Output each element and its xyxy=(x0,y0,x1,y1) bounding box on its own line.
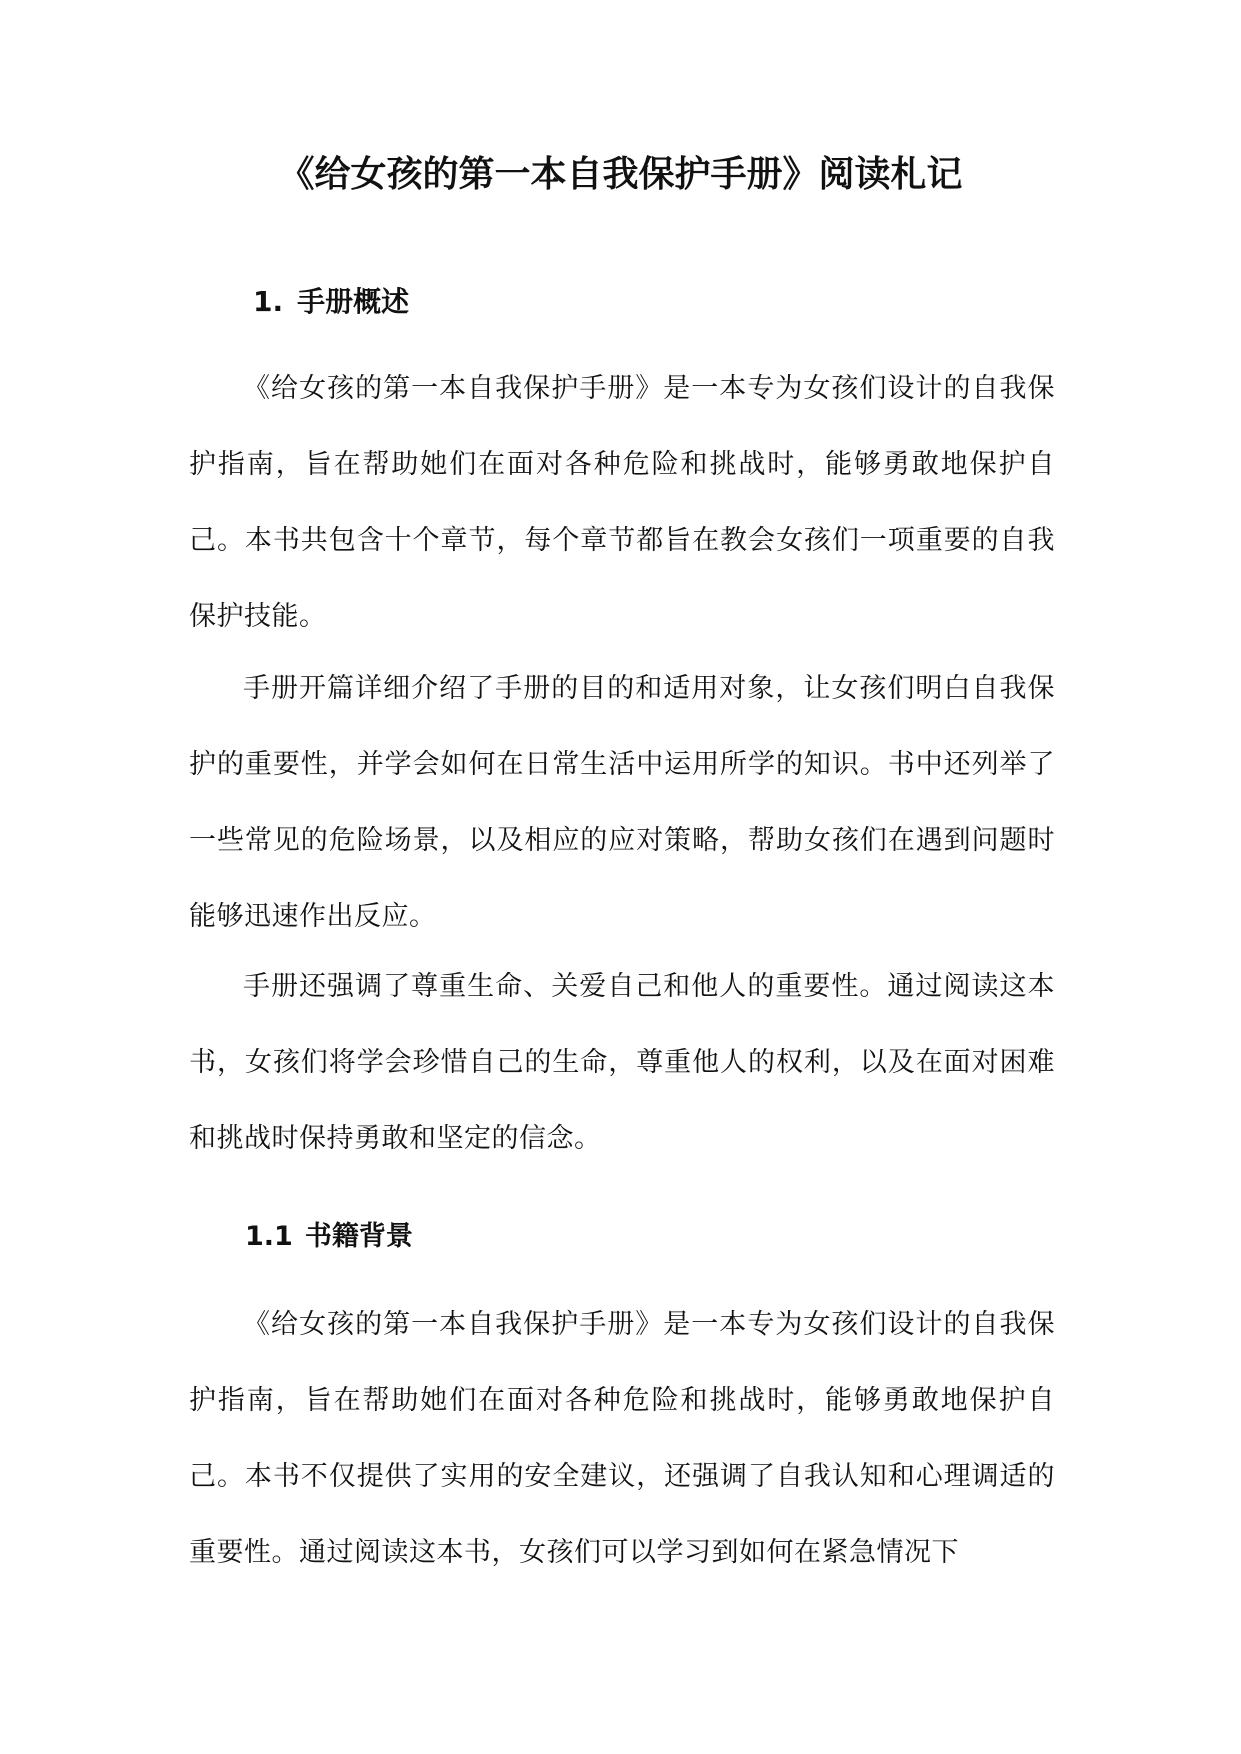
paragraph: 《给女孩的第一本自我保护手册》是一本专为女孩们设计的自我保护指南，旨在帮助她们在面对各种危险和挑战时，能够勇敢地保护自己。本书不仅提供了实用的安全建议，还强调了自我认知和心理调适的重要性。通过阅读这本书，女孩们可以学习到如何在紧急情况下 xyxy=(189,1309,1055,1568)
section-heading-text: 手册概述 xyxy=(297,285,410,318)
subsection-heading xyxy=(245,1218,413,1256)
section-heading xyxy=(253,282,409,322)
subsection-heading-text: 书籍背景 xyxy=(304,1221,413,1252)
paragraph: 《给女孩的第一本自我保护手册》是一本专为女孩们设计的自我保护指南，旨在帮助她们在面对各种危险和挑战时，能够勇敢地保护自己。本书共包含十个章节，每个章节都旨在教会女孩们一项重要的自我保护技能。 xyxy=(189,373,1055,632)
section-number: 1. xyxy=(253,285,284,318)
paragraph: 手册还强调了尊重生命、关爱自己和他人的重要性。通过阅读这本书，女孩们将学会珍惜自己的生命，尊重他人的权利，以及在面对困难和挑战时保持勇敢和坚定的信念。 xyxy=(189,971,1055,1154)
document-title: 《给女孩的第一本自我保护手册》阅读札记 xyxy=(278,154,963,195)
subsection-number: 1.1 xyxy=(245,1221,293,1252)
paragraph: 手册开篇详细介绍了手册的目的和适用对象，让女孩们明白自我保护的重要性，并学会如何在日常生活中运用所学的知识。书中还列举了一些常见的危险场景，以及相应的应对策略，帮助女孩们在遇到问题时能够迅速作出反应。 xyxy=(189,673,1055,932)
